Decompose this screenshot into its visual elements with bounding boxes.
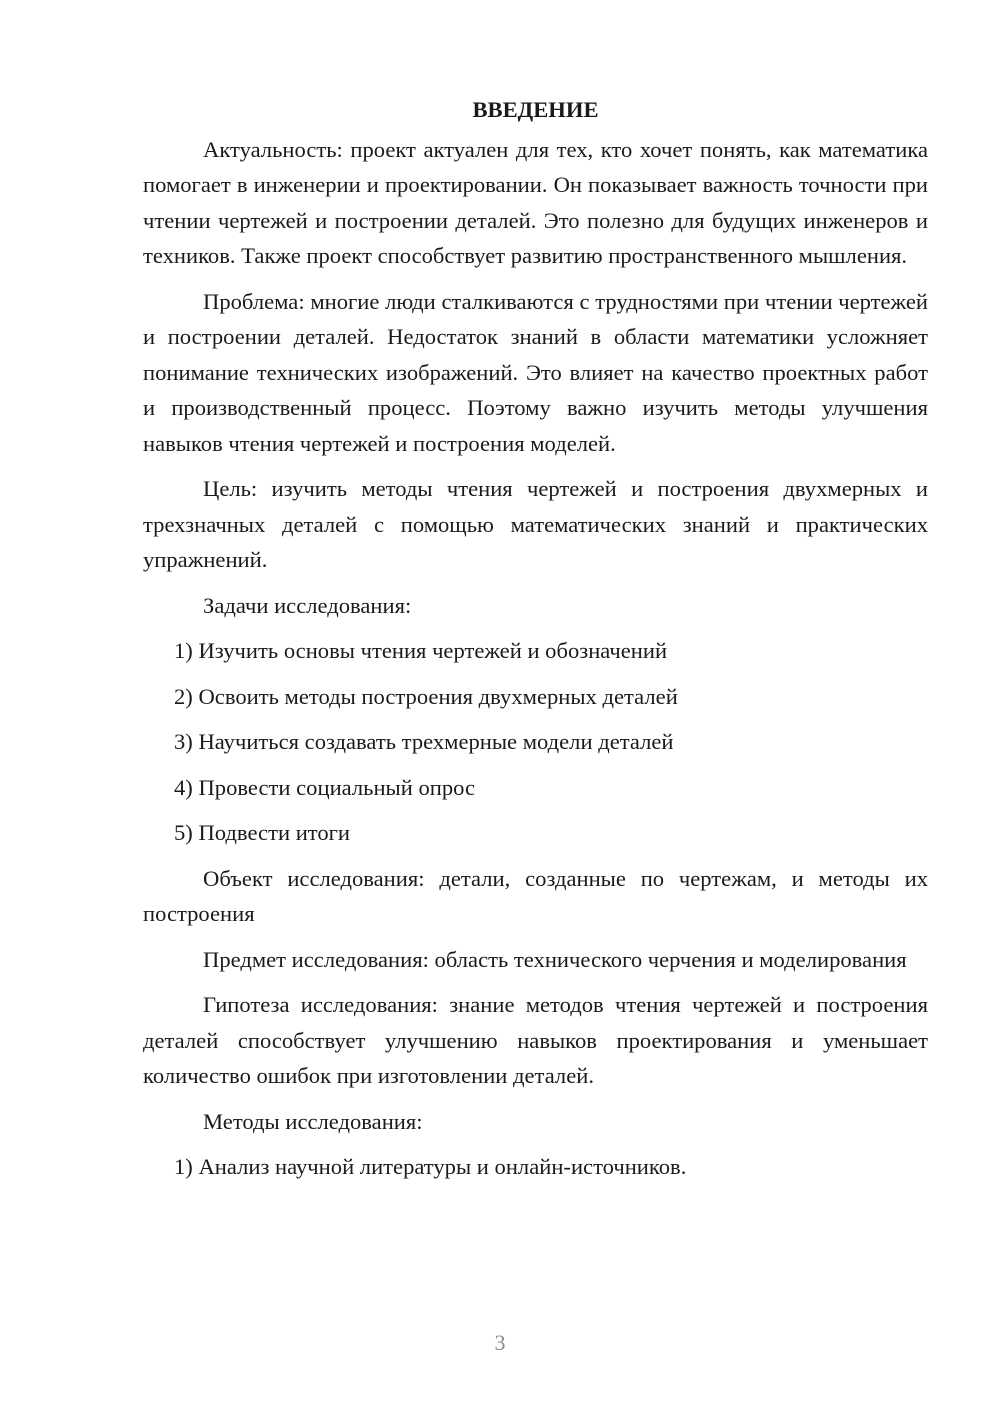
methods-heading: Методы исследования:: [203, 1108, 423, 1134]
page-title: ВВЕДЕНИЕ: [472, 97, 599, 122]
task-item: 3) Научиться создавать трехмерные модели деталей: [174, 729, 674, 754]
problem-paragraph: Проблема: многие люди сталкиваются с трудностями при чтении чертежей и построении деталей. Недостаток знаний в области математики усложняет понимание технических изображений. Это влияет на качество проектных работ и производственный процесс. Поэтому важно изучить методы улучшения навыков чтения чертежей и построения моделей.: [143, 288, 928, 456]
task-item: 1) Изучить основы чтения чертежей и обозначений: [174, 638, 668, 663]
page-content: [143, 92, 928, 1195]
page-number: 3: [494, 1330, 506, 1355]
task-item: 5) Подвести итоги: [174, 820, 351, 845]
object-paragraph: Объект исследования: детали, созданные по чертежам, и методы их построения: [143, 865, 928, 926]
method-item: 1) Анализ научной литературы и онлайн-источников.: [174, 1154, 687, 1179]
hypothesis-paragraph: Гипотеза исследования: знание методов чтения чертежей и построения деталей способствует улучшению навыков проектирования и уменьшает количество ошибок при изготовлении деталей.: [143, 992, 928, 1088]
task-item: 4) Провести социальный опрос: [174, 774, 476, 800]
relevance-paragraph: Актуальность: проект актуален для тех, кто хочет понять, как математика помогает в инженерии и проектировании. Он показывает важность точности при чтении чертежей и построении деталей. Это полезно для будущих инженеров и техников. Также проект способствует развитию пространственного мышления.: [143, 136, 928, 268]
goal-paragraph: Цель: изучить методы чтения чертежей и построения двухмерных и трехзначных деталей с помощью математических знаний и практических упражнений.: [143, 476, 928, 572]
task-item: 2) Освоить методы построения двухмерных деталей: [174, 683, 678, 709]
tasks-heading: Задачи исследования:: [203, 592, 412, 618]
subject-paragraph: Предмет исследования: область технического черчения и моделирования: [203, 946, 907, 972]
